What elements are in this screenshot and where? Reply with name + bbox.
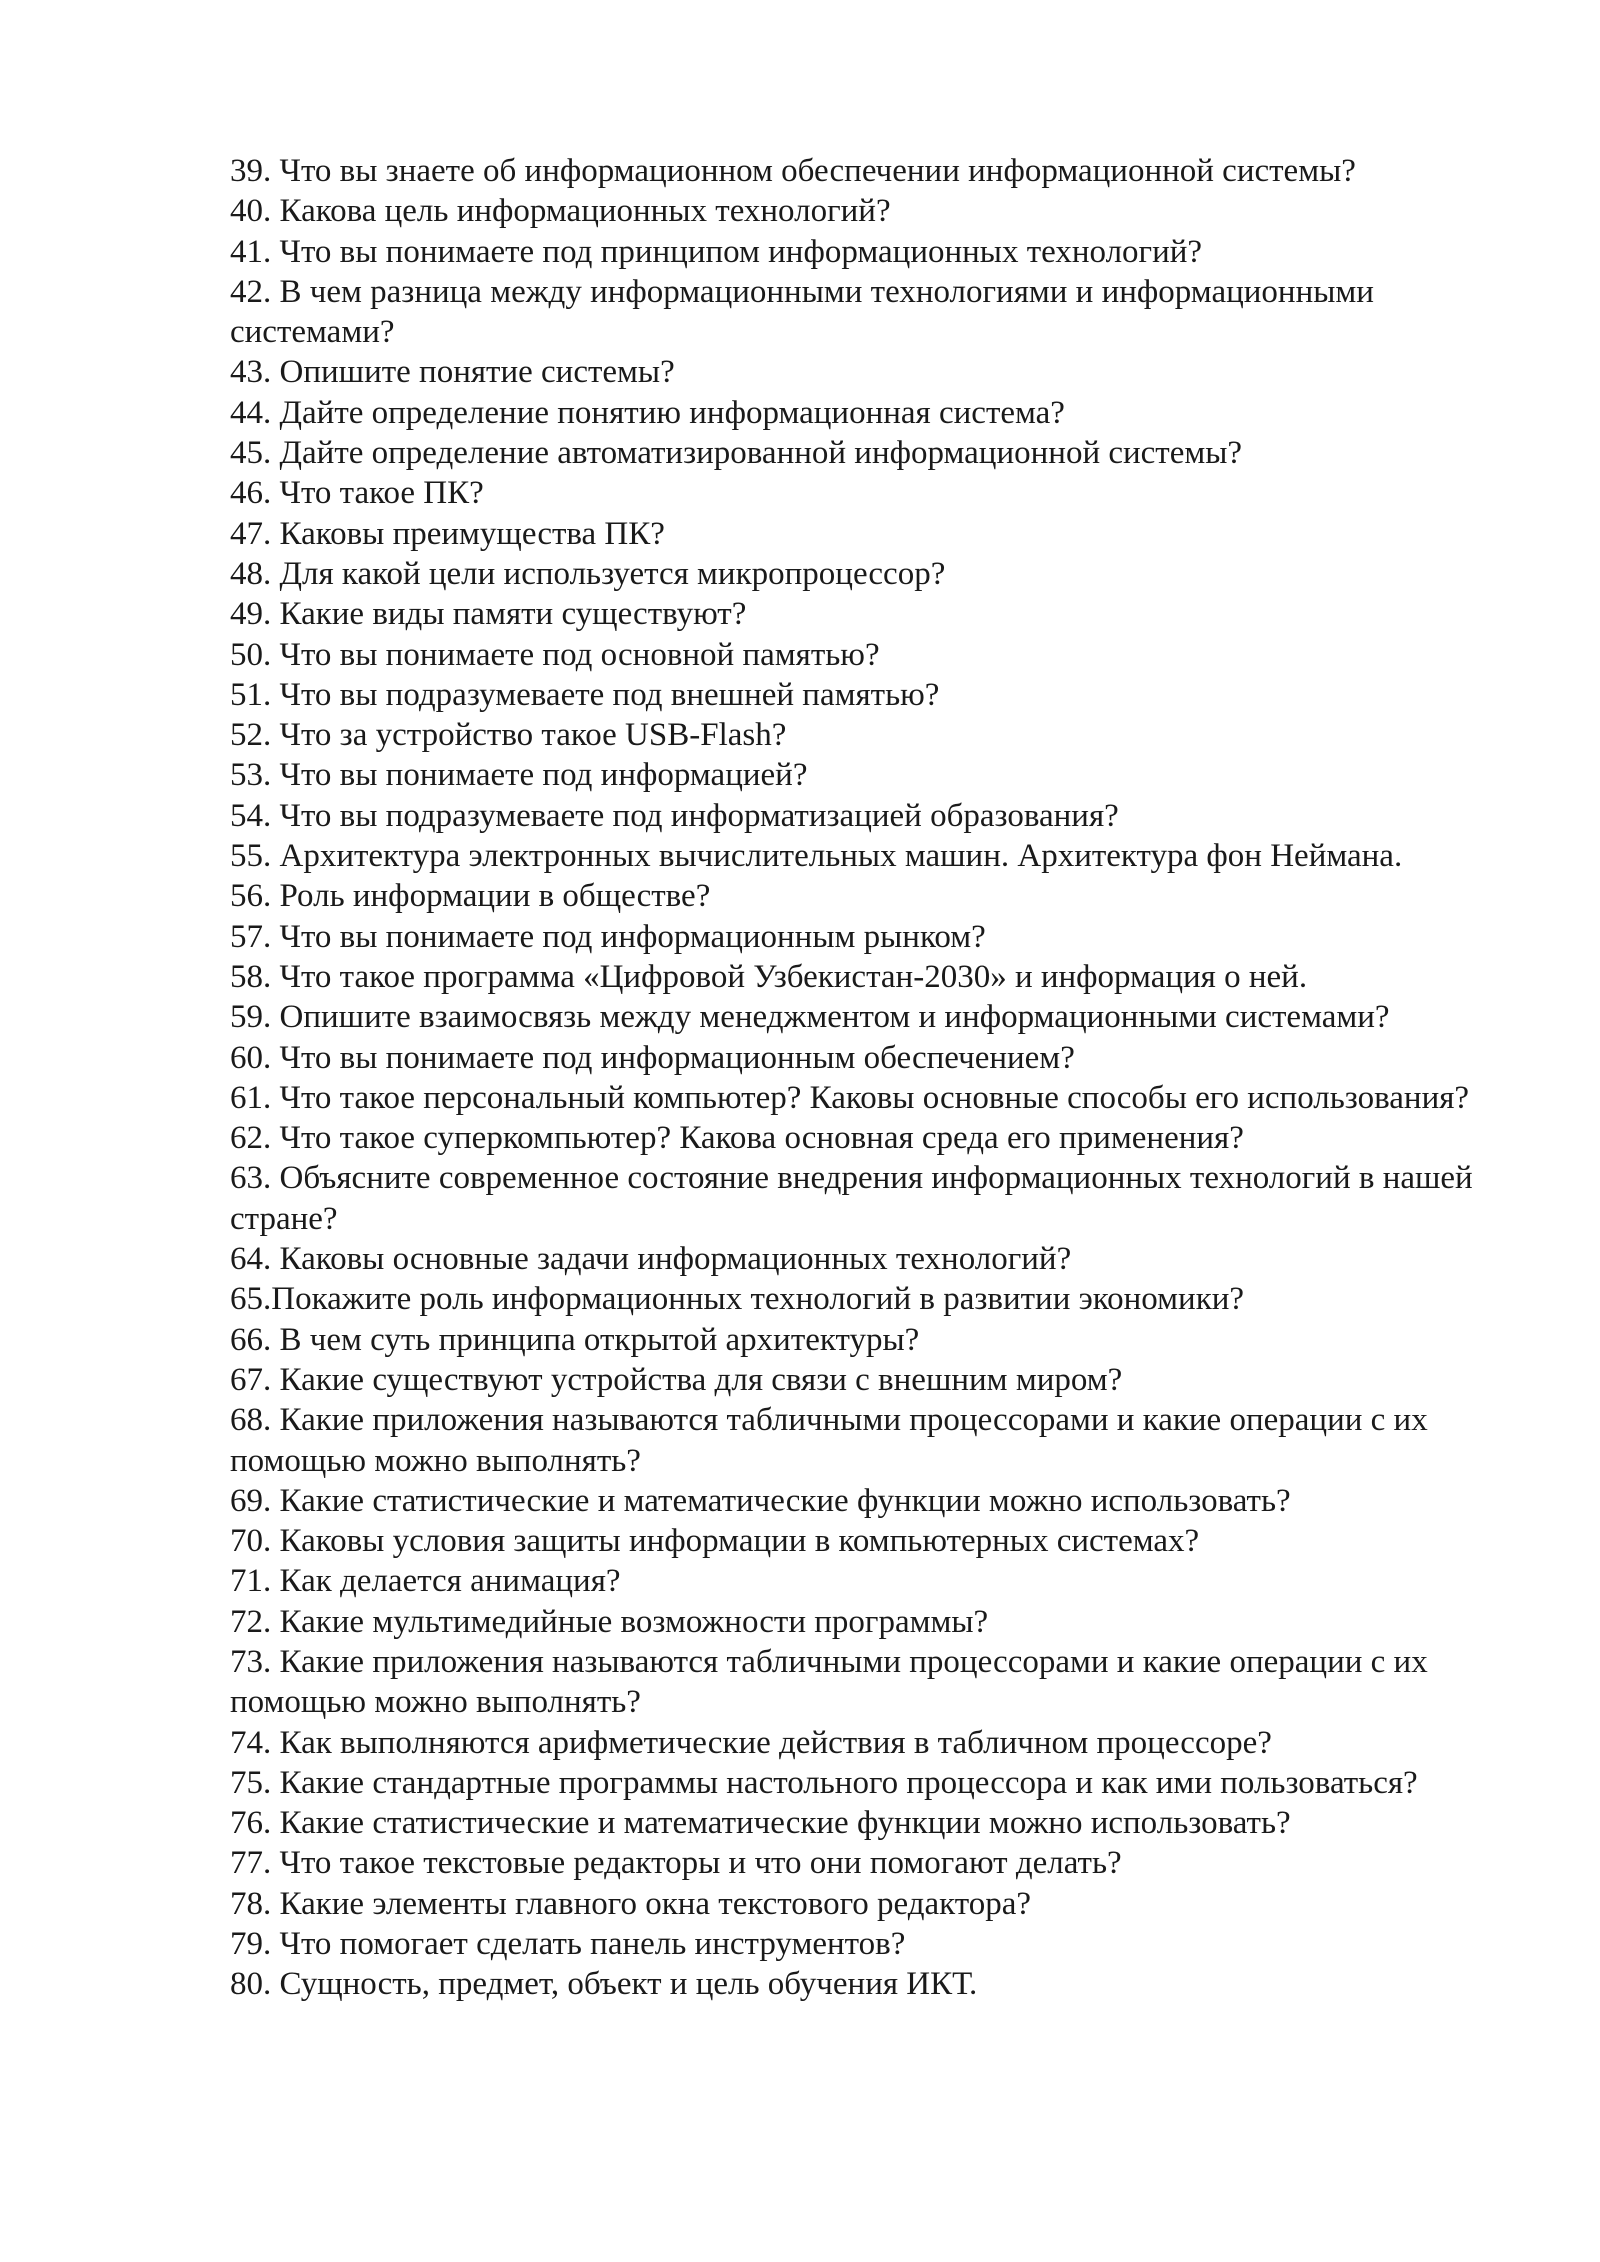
question-list: [230, 151, 1510, 2005]
question-60: 60. Что вы понимаете под информационным обеспечением?: [230, 1039, 1075, 1076]
question-67: 67. Какие существуют устройства для связи с внешним миром?: [230, 1361, 1123, 1398]
question-65: 65.Покажите роль информационных технологий в развитии экономики?: [230, 1281, 1245, 1318]
question-52: 52. Что за устройство такое USB-Flash?: [230, 717, 787, 754]
question-71: 71. Как делается анимация?: [230, 1563, 621, 1600]
question-58: 58. Что такое программа «Цифровой Узбекистан-2030» и информация о ней.: [230, 958, 1308, 995]
question-45: 45. Дайте определение автоматизированной информационной системы?: [230, 435, 1243, 472]
question-66: 66. В чем суть принципа открытой архитектуры?: [230, 1321, 920, 1358]
question-40: 40. Какова цель информационных технологий?: [230, 193, 891, 230]
question-50: 50. Что вы понимаете под основной памятью?: [230, 636, 880, 673]
question-47: 47. Каковы преимущества ПК?: [230, 515, 665, 552]
question-55: 55. Архитектура электронных вычислительных машин. Архитектура фон Неймана.: [230, 838, 1403, 875]
question-54: 54. Что вы подразумеваете под информатизацией образования?: [230, 797, 1119, 834]
question-57: 57. Что вы понимаете под информационным рынком?: [230, 918, 986, 955]
question-56: 56. Роль информации в обществе?: [230, 878, 711, 915]
question-68: 68. Какие приложения называются табличными процессорами и какие операции с их помощью можно выполнять?: [230, 1402, 1428, 1479]
question-46: 46. Что такое ПК?: [230, 475, 484, 512]
question-70: 70. Каковы условия защиты информации в компьютерных системах?: [230, 1523, 1200, 1560]
question-43: 43. Опишите понятие системы?: [230, 354, 675, 391]
question-72: 72. Какие мультимедийные возможности программы?: [230, 1603, 989, 1640]
question-61: 61. Что такое персональный компьютер? Каковы основные способы его использования?: [230, 1079, 1470, 1116]
question-51: 51. Что вы подразумеваете под внешней памятью?: [230, 676, 940, 713]
question-79: 79. Что помогает сделать панель инструментов?: [230, 1926, 906, 1963]
question-48: 48. Для какой цели используется микропроцессор?: [230, 555, 946, 592]
question-49: 49. Какие виды памяти существуют?: [230, 596, 747, 633]
question-44: 44. Дайте определение понятию информационная система?: [230, 394, 1065, 431]
question-64: 64. Каковы основные задачи информационных технологий?: [230, 1241, 1072, 1278]
question-80: 80. Сущность, предмет, объект и цель обучения ИКТ.: [230, 1966, 978, 2003]
question-53: 53. Что вы понимаете под информацией?: [230, 757, 808, 794]
question-63: 63. Объясните современное состояние внедрения информационных технологий в нашей стране?: [230, 1160, 1473, 1237]
question-59: 59. Опишите взаимосвязь между менеджментом и информационными системами?: [230, 999, 1390, 1036]
question-69: 69. Какие статистические и математические функции можно использовать?: [230, 1482, 1291, 1519]
question-41: 41. Что вы понимаете под принципом информационных технологий?: [230, 233, 1203, 270]
question-62: 62. Что такое суперкомпьютер? Какова основная среда его применения?: [230, 1120, 1244, 1157]
question-73: 73. Какие приложения называются табличными процессорами и какие операции с их помощью можно выполнять?: [230, 1643, 1428, 1721]
question-76: 76. Какие статистические и математические функции можно использовать?: [230, 1805, 1291, 1842]
question-42: 42. В чем разница между информационными технологиями и информационными системами?: [230, 273, 1374, 351]
question-39: 39. Что вы знаете об информационном обеспечении информационной системы?: [230, 153, 1356, 189]
question-78: 78. Какие элементы главного окна текстового редактора?: [230, 1885, 1032, 1922]
question-75: 75. Какие стандартные программы настольного процессора и как ими пользоваться?: [230, 1764, 1418, 1801]
question-77: 77. Что такое текстовые редакторы и что они помогают делать?: [230, 1845, 1122, 1882]
question-74: 74. Как выполняются арифметические действия в табличном процессоре?: [230, 1724, 1272, 1761]
